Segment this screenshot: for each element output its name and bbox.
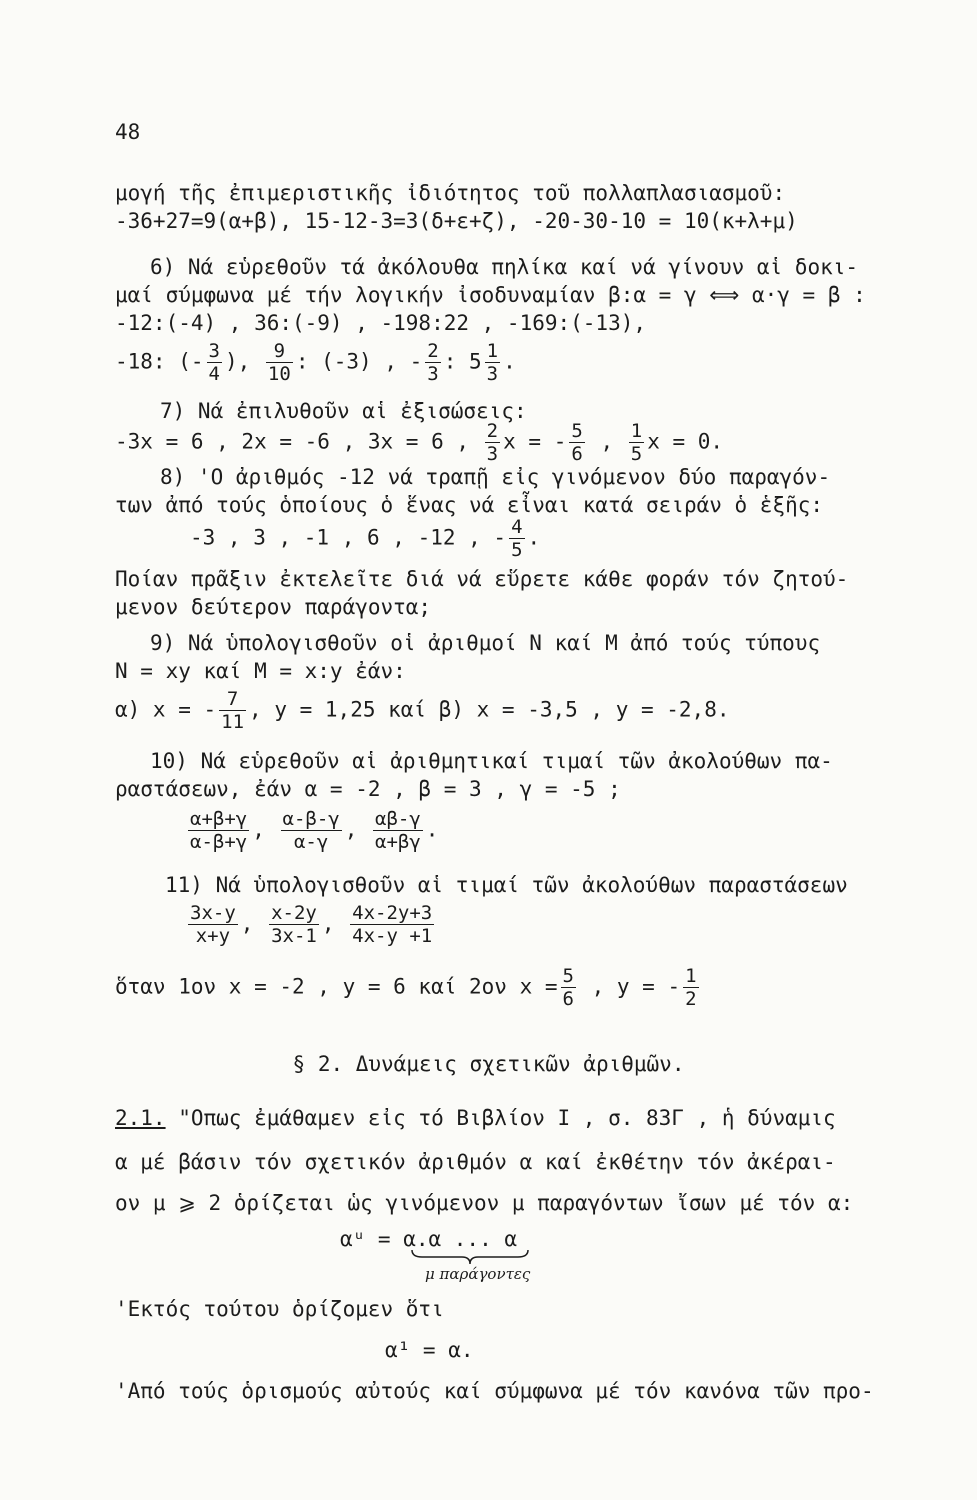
text: : (-3) , -	[295, 349, 423, 374]
fraction	[373, 808, 423, 853]
numerator: 4	[511, 516, 523, 538]
fraction	[350, 902, 434, 947]
text-line: ραστάσεων, ἐάν α = -2 , β = 3 , γ = -5 ;	[115, 777, 621, 801]
fraction	[269, 902, 319, 947]
text-line: μογή τῆς ἐπιμεριστικῆς ἰδιότητος τοῦ πολλαπλασιασμοῦ:	[115, 181, 786, 205]
math-line	[185, 902, 437, 947]
text: "Οπως ἐμάθαμεν εἰς τό Βιβλίον I , σ. 83Γ , ἡ δύναμις	[165, 1106, 836, 1130]
page-number: 48	[115, 120, 141, 144]
denominator: 10	[267, 363, 291, 385]
numerator: 4x-2y+3	[352, 902, 433, 924]
math-line	[115, 688, 729, 733]
numerator: 9	[266, 340, 293, 363]
text-line: 'Εκτός τούτου ὁρίζομεν ὅτι	[115, 1297, 444, 1321]
text: -18: (-	[115, 349, 204, 374]
text: ,	[240, 911, 254, 936]
text: x = -	[503, 429, 567, 454]
math-line	[190, 516, 540, 561]
power-one-definition: α¹ = α.	[385, 1338, 474, 1362]
fraction	[188, 808, 249, 853]
fraction	[219, 688, 246, 733]
exercise-7: 7) Νά ἐπιλυθοῦν αἱ ἐξισώσεις:	[160, 399, 527, 423]
fraction	[188, 902, 238, 947]
denominator: 3x-1	[271, 925, 317, 947]
text: .	[503, 349, 516, 374]
fraction	[281, 808, 342, 853]
text-line	[115, 1105, 836, 1131]
denominator: 3	[486, 443, 499, 465]
fraction	[561, 965, 576, 1010]
denominator: 2	[685, 988, 697, 1010]
text: .	[527, 525, 541, 550]
text-line: N = xy καί M = x:y ἐάν:	[115, 659, 406, 683]
numerator: 1	[630, 420, 643, 442]
denominator: α+βγ	[375, 831, 421, 853]
fraction	[485, 420, 500, 465]
numerator: 7	[219, 688, 246, 711]
fraction	[266, 340, 293, 385]
text: , y = -	[578, 974, 681, 999]
text-line: -36+27=9(α+β), 15-12-3=3(δ+ε+ζ), -20-30-10 = 10(κ+λ+μ)	[115, 209, 798, 233]
fraction	[509, 516, 524, 561]
denominator: 3	[486, 363, 499, 385]
numerator: 5	[562, 965, 574, 987]
denominator: α-β+γ	[190, 831, 248, 853]
denominator: 6	[571, 443, 583, 465]
denominator: 6	[562, 988, 574, 1010]
math-line	[115, 965, 702, 1010]
underbrace	[410, 1248, 530, 1266]
denominator: 3	[427, 363, 439, 385]
fraction	[569, 420, 584, 465]
text: -3x = 6 , 2x = -6 , 3x = 6 ,	[115, 429, 470, 454]
exercise-9: 9) Νά ὑπολογισθοῦν οἱ ἀριθμοί N καί M ἀπό τούς τύπους	[150, 631, 821, 655]
section-heading: § 2. Δυνάμεις σχετικῶν ἀριθμῶν.	[292, 1052, 685, 1076]
numerator: α-β-γ	[282, 808, 340, 830]
denominator: α-γ	[293, 831, 329, 853]
denominator: 11	[221, 711, 245, 733]
numerator: 3x-y	[190, 902, 236, 924]
math-line	[115, 340, 516, 385]
text-line: Ποίαν πρᾶξιν ἐκτελεῖτε διά νά εὕρετε κάθε φοράν τόν ζητού-	[115, 567, 849, 591]
numerator: 2	[486, 420, 499, 442]
section-number: 2.1.	[115, 1106, 166, 1130]
exercise-10: 10) Νά εὑρεθοῦν αἱ ἀριθμητικαί τιμαί τῶν ἀκολούθων πα-	[150, 749, 833, 773]
numerator: 5	[571, 420, 583, 442]
text: ),	[224, 349, 251, 374]
numerator: x-2y	[271, 902, 317, 924]
text: α) x = -	[115, 697, 217, 722]
text: , y = 1,25 καί β) x = -3,5 , y = -2,8.	[249, 697, 730, 722]
numerator: αβ-γ	[375, 808, 421, 830]
text: x = 0.	[647, 429, 724, 454]
numerator: 1	[685, 965, 697, 987]
text-line: 'Από τούς ὁρισμούς αὐτούς καί σύμφωνα μέ τόν κανόνα τῶν προ-	[115, 1379, 874, 1403]
math-line	[115, 420, 723, 465]
fraction	[425, 340, 440, 385]
text: .	[425, 817, 439, 842]
denominator: x+y	[195, 925, 231, 947]
text-line: μαί σύμφωνα μέ τήν λογικήν ἰσοδυναμίαν β:α = γ ⟺ α·γ = β :	[115, 283, 866, 307]
denominator: 4x-y +1	[352, 925, 433, 947]
text-line: μενον δεύτερον παράγοντα;	[115, 595, 432, 619]
numerator: α+β+γ	[190, 808, 248, 830]
text-line: -12:(-4) , 36:(-9) , -198:22 , -169:(-13),	[115, 311, 647, 335]
text-line: α μέ βάσιν τόν σχετικόν ἀριθμόν α καί ἐκθέτην τόν ἀκέραι-	[115, 1150, 836, 1174]
exercise-8: 8) 'Ο ἀριθμός -12 νά τραπῇ εἰς γινόμενον δύο παραγόν-	[160, 465, 831, 489]
text: ,	[252, 817, 265, 842]
brace-label: μ παράγοντες	[425, 1265, 531, 1283]
fraction	[683, 965, 698, 1010]
denominator: 5	[630, 443, 643, 465]
text: ὅταν 1ον x = -2 , y = 6 καί 2ον x =	[115, 974, 558, 999]
text-line: ον μ ⩾ 2 ὁρίζεται ὡς γινόμενον μ παραγόντων ἴσων μέ τόν α:	[115, 1191, 854, 1215]
text: ,	[587, 429, 614, 454]
text: -3 , 3 , -1 , 6 , -12 , -	[190, 525, 507, 550]
text: : 5	[443, 349, 482, 374]
math-line	[185, 808, 438, 853]
exercise-6: 6) Νά εὑρεθοῦν τά ἀκόλουθα πηλίκα καί νά γίνουν αἱ δοκι-	[150, 255, 859, 279]
fraction	[207, 340, 222, 385]
text: ,	[321, 911, 335, 936]
fraction	[629, 420, 644, 465]
numerator: 2	[427, 340, 439, 362]
numerator: 1	[486, 340, 499, 362]
numerator: 3	[208, 340, 220, 362]
text: ,	[344, 817, 358, 842]
denominator: 5	[511, 539, 523, 561]
exercise-11: 11) Νά ὑπολογισθοῦν αἱ τιμαί τῶν ἀκολούθων παραστάσεων	[165, 873, 848, 897]
power-definition: αᵘ = α.α ... α	[340, 1227, 518, 1251]
denominator: 4	[208, 363, 220, 385]
fraction	[485, 340, 500, 385]
text-line: των ἀπό τούς ὁποίους ὁ ἕνας νά εἶναι κατά σειράν ὁ ἑξῆς:	[115, 493, 824, 517]
